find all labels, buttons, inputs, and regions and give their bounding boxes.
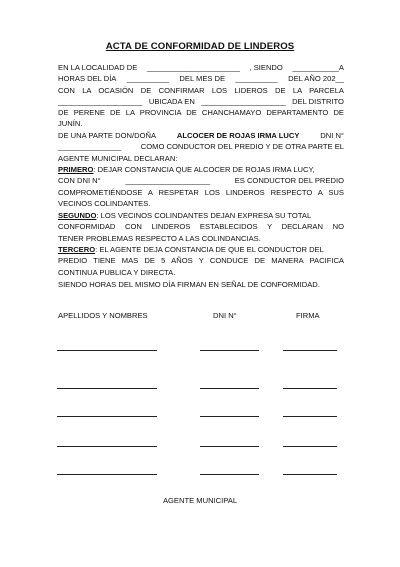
- parties-paragraph: [58, 130, 344, 164]
- signature-line[interactable]: [283, 350, 337, 351]
- document-title: ACTA DE CONFORMIDAD DE LINDEROS: [105, 41, 295, 52]
- signature-line[interactable]: [283, 388, 337, 389]
- signature-line[interactable]: [283, 474, 337, 475]
- signature-line[interactable]: [283, 416, 337, 417]
- dni-line[interactable]: [200, 388, 259, 389]
- intro-text: DEL MES DE: [179, 74, 226, 84]
- name-line[interactable]: [57, 474, 157, 475]
- intro-text: EN LA LOCALIDAD DE: [58, 63, 138, 72]
- owner-name: ALCOCER DE ROJAS IRMA LUCY: [176, 131, 300, 140]
- closing-text: SIENDO HORAS DEL MISMO DÍA FIRMAN EN SEÑAL DE CONFORMIDAD.: [58, 280, 320, 289]
- name-line[interactable]: [57, 416, 157, 417]
- segundo-label: SEGUNDO: [58, 211, 97, 220]
- footer-agent-municipal: AGENTE MUNICIPAL: [162, 496, 238, 505]
- parties-text: DNI N°: [320, 131, 344, 140]
- intro-text: DEL DISTRITO: [292, 96, 344, 106]
- dni-line[interactable]: [200, 474, 259, 475]
- intro-text: DE PERENE DE LA PROVINCIA DE CHANCHAMAYO DEPARTAMENTO DE: [58, 108, 344, 118]
- primero-text: VECINOS COLINDANTES.: [58, 198, 151, 208]
- day-blank[interactable]: __________: [126, 74, 169, 84]
- primero-text: CON DNI N°: [58, 176, 101, 186]
- primero-paragraph: [58, 164, 344, 209]
- tercero-label: TERCERO: [58, 245, 96, 254]
- intro-text: JUNÍN.: [58, 119, 83, 129]
- dni-line[interactable]: [200, 416, 259, 417]
- tercero-text: CONTINUA PUBLICA Y DIRECTA.: [58, 267, 176, 277]
- name-line[interactable]: [57, 446, 157, 447]
- segundo-text: TENER PROBLEMAS RESPECTO A LAS COLINDANCIAS.: [58, 233, 261, 243]
- dni-line[interactable]: [200, 350, 259, 351]
- hour-blank[interactable]: ___________A: [292, 63, 344, 72]
- primero-label: PRIMERO: [58, 165, 94, 174]
- intro-text: HORAS DEL DÍA: [58, 74, 117, 84]
- parties-text: AGENTE MUNICIPAL DECLARAN:: [58, 153, 178, 163]
- locality-blank[interactable]: ______________________: [146, 63, 240, 72]
- dni-blank[interactable]: _______________: [58, 142, 122, 152]
- tercero-text: : EL AGENTE DEJA CONSTANCIA DE QUE EL CONDUCTOR DEL: [95, 245, 324, 254]
- primero-text: COMPROMETIÉNDOSE A RESPETAR LOS LINDEROS RESPECTO A SUS: [58, 187, 344, 197]
- segundo-text: : LOS VECINOS COLINDANTES DEJAN EXPRESA SU TOTAL: [96, 211, 312, 220]
- intro-text: CON LA OCASIÓN DE CONFIRMAR LOS LIDEROS DE LA PARCELA: [58, 85, 344, 95]
- col-header-names: APELLIDOS Y NOMBRES: [58, 311, 148, 320]
- parties-text: COMO CONDUCTOR DEL PREDIO Y DE OTRA PARTE EL: [140, 142, 344, 152]
- tercero-text: PREDIO TIENE MAS DE 5 AÑOS Y CONDUCE DE MANERA PACIFICA: [58, 256, 344, 266]
- name-line[interactable]: [57, 388, 157, 389]
- segundo-paragraph: [58, 210, 344, 244]
- intro-paragraph: [58, 62, 344, 130]
- primero-text: ES CONDUCTOR DEL PREDIO: [234, 176, 344, 186]
- primero-text: : DEJAR CONSTANCIA QUE ALCOCER DE ROJAS IRMA LUCY,: [93, 165, 315, 174]
- name-line[interactable]: [57, 350, 157, 351]
- tercero-paragraph: [58, 244, 344, 278]
- intro-text: , SIENDO: [249, 63, 283, 72]
- dni-blank[interactable]: ____________________: [125, 176, 210, 186]
- segundo-text: CONFORMIDAD CON LINDEROS ESTABLECIDOS Y DECLARAN NO: [58, 222, 344, 232]
- signature-line[interactable]: [283, 446, 337, 447]
- month-blank[interactable]: __________: [235, 74, 278, 84]
- year-blank[interactable]: DEL AÑO 202__: [288, 74, 344, 84]
- parties-text: DE UNA PARTE DON/DOÑA: [58, 131, 157, 140]
- col-header-dni: DNI N°: [213, 311, 237, 320]
- dni-line[interactable]: [200, 446, 259, 447]
- location-blank[interactable]: ____________________: [201, 96, 286, 106]
- intro-text: UBICADA EN: [148, 96, 195, 106]
- col-header-signature: FIRMA: [296, 311, 320, 320]
- closing-paragraph: [58, 279, 344, 290]
- parcel-blank[interactable]: ____________________: [58, 96, 143, 106]
